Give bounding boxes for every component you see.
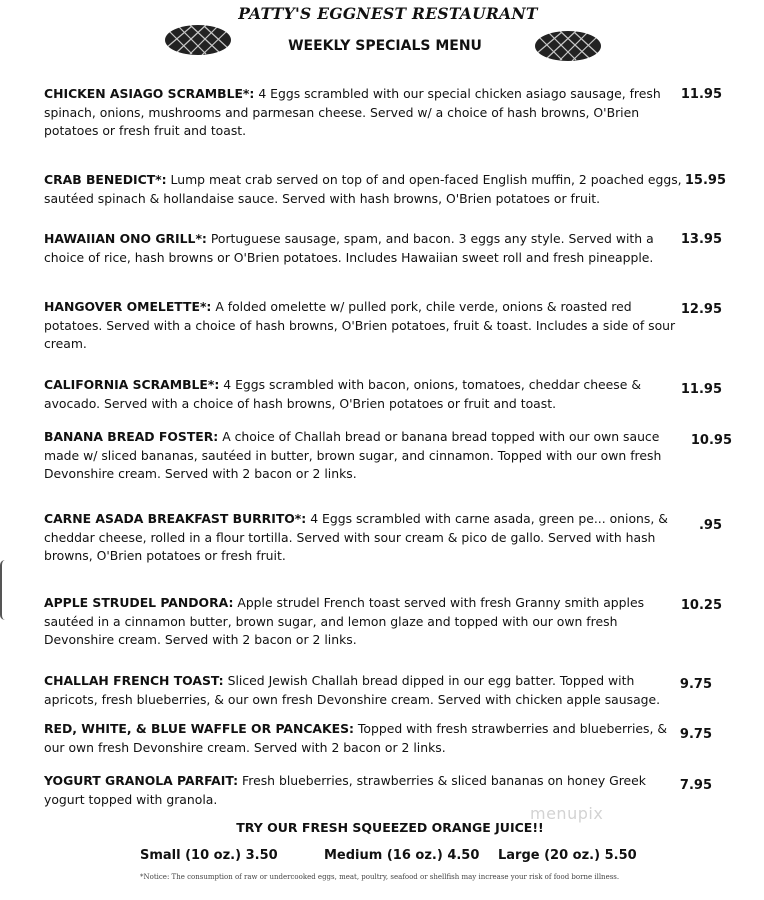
item-price: .95 [698, 518, 722, 533]
item-description: Apple strudel French toast served with fresh Granny smith apples sautéed in a cinnamon butter, brown sugar, and lemon glaze and topped with our own fresh Devonshire cream. Served with 2 bacon or 2 links. [44, 595, 645, 647]
item-name: CRAB BENEDICT*: [44, 172, 167, 187]
menu-item [44, 230, 684, 267]
decorative-basket-icon [162, 20, 234, 62]
item-name: BANANA BREAD FOSTER: [44, 429, 219, 444]
item-description: Lump meat crab served on top of and open-faced English muffin, 2 poached eggs, sautéed spinach & hollandaise sauce. Served with hash browns, O'Brien potatoes or fruit. [44, 172, 682, 206]
watermark: menupix [530, 804, 604, 823]
menu-item [44, 672, 684, 709]
menu-item [44, 298, 684, 354]
size-price: 4.50 [447, 848, 480, 863]
juice-title: TRY OUR FRESH SQUEEZED ORANGE JUICE!! [236, 820, 544, 835]
menu-item [44, 171, 684, 208]
item-name: CARNE ASADA BREAKFAST BURRITO*: [44, 511, 307, 526]
size-price: 5.50 [604, 848, 637, 863]
item-price: 10.95 [690, 433, 732, 448]
size-label: Medium (16 oz.) [324, 848, 443, 863]
item-name: CALIFORNIA SCRAMBLE*: [44, 377, 220, 392]
size-price: 3.50 [245, 848, 278, 863]
menu-item [44, 376, 684, 413]
item-description: A folded omelette w/ pulled pork, chile verde, onions & roasted red potatoes. Served with a choice of hash browns, O'Brien potatoes, fruit & toast. Includes a side of sour cream. [44, 299, 676, 351]
decorative-basket-icon [532, 26, 604, 68]
item-description: 4 Eggs scrambled with our special chicken asiago sausage, fresh spinach, onions, mushrooms and parmesan cheese. Served w/ a choice of hash browns, O'Brien potatoes or fresh fruit and toast. [44, 86, 661, 138]
scan-artifact [0, 560, 10, 620]
item-price: 12.95 [680, 302, 722, 317]
juice-size-small [140, 848, 278, 863]
menu-item [44, 594, 684, 650]
item-price: 11.95 [680, 382, 722, 397]
item-price: 15.95 [684, 173, 726, 188]
menu-header [0, 0, 764, 70]
item-name: HANGOVER OMELETTE*: [44, 299, 212, 314]
item-price: 11.95 [680, 87, 722, 102]
item-name: CHICKEN ASIAGO SCRAMBLE*: [44, 86, 255, 101]
size-label: Small (10 oz.) [140, 848, 242, 863]
item-name: YOGURT GRANOLA PARFAIT: [44, 773, 239, 788]
menu-item [44, 510, 684, 566]
item-name: CHALLAH FRENCH TOAST: [44, 673, 224, 688]
item-description: Fresh blueberries, strawberries & sliced bananas on honey Greek yogurt topped with granola. [44, 773, 646, 807]
item-name: RED, WHITE, & BLUE WAFFLE OR PANCAKES: [44, 721, 354, 736]
size-label: Large (20 oz.) [498, 848, 601, 863]
item-description: Portuguese sausage, spam, and bacon. 3 eggs any style. Served with a choice of rice, hash browns or O'Brien potatoes. Includes Hawaiian sweet roll and fresh pineapple. [44, 231, 654, 265]
menu-item [44, 720, 684, 757]
item-price: 7.95 [679, 778, 712, 793]
item-price: 9.75 [679, 677, 712, 692]
item-name: HAWAIIAN ONO GRILL*: [44, 231, 207, 246]
item-description: A choice of Challah bread or banana bread topped with our own sauce made w/ sliced bananas, sautéed in butter, brown sugar, and cinnamon. Topped with our own fresh Devonshire cream. Served with 2 bacon or 2 links. [44, 429, 662, 481]
item-name: APPLE STRUDEL PANDORA: [44, 595, 234, 610]
food-safety-disclaimer: *Notice: The consumption of raw or undercooked eggs, meat, poultry, seafood or shellfish may increase your risk of food borne illness. [140, 873, 620, 881]
juice-size-medium [324, 848, 479, 863]
item-description: Sliced Jewish Challah bread dipped in our egg batter. Topped with apricots, fresh blueberries, & our own fresh Devonshire cream. Served with chicken apple sausage. [44, 673, 661, 707]
restaurant-name: PATTY'S EGGNEST RESTAURANT [238, 4, 538, 23]
item-price: 9.75 [679, 727, 712, 742]
item-description: 4 Eggs scrambled with carne asada, green pe... onions, & cheddar cheese, rolled in a flour tortilla. Served with sour cream & pico de gallo. Served with hash browns, O'Brien potatoes or fresh fruit. [44, 511, 668, 563]
item-description: Topped with fresh strawberries and blueberries, & our own fresh Devonshire cream. Served with 2 bacon or 2 links. [44, 721, 668, 755]
page-title: WEEKLY SPECIALS MENU [288, 38, 482, 54]
item-description: 4 Eggs scrambled with bacon, onions, tomatoes, cheddar cheese & avocado. Served with a choice of hash browns, O'Brien potatoes or fruit and toast. [44, 377, 641, 411]
item-price: 13.95 [680, 232, 722, 247]
menu-item [44, 85, 684, 141]
juice-size-large [498, 848, 637, 863]
menu-item [44, 428, 684, 484]
item-price: 10.25 [680, 598, 722, 613]
